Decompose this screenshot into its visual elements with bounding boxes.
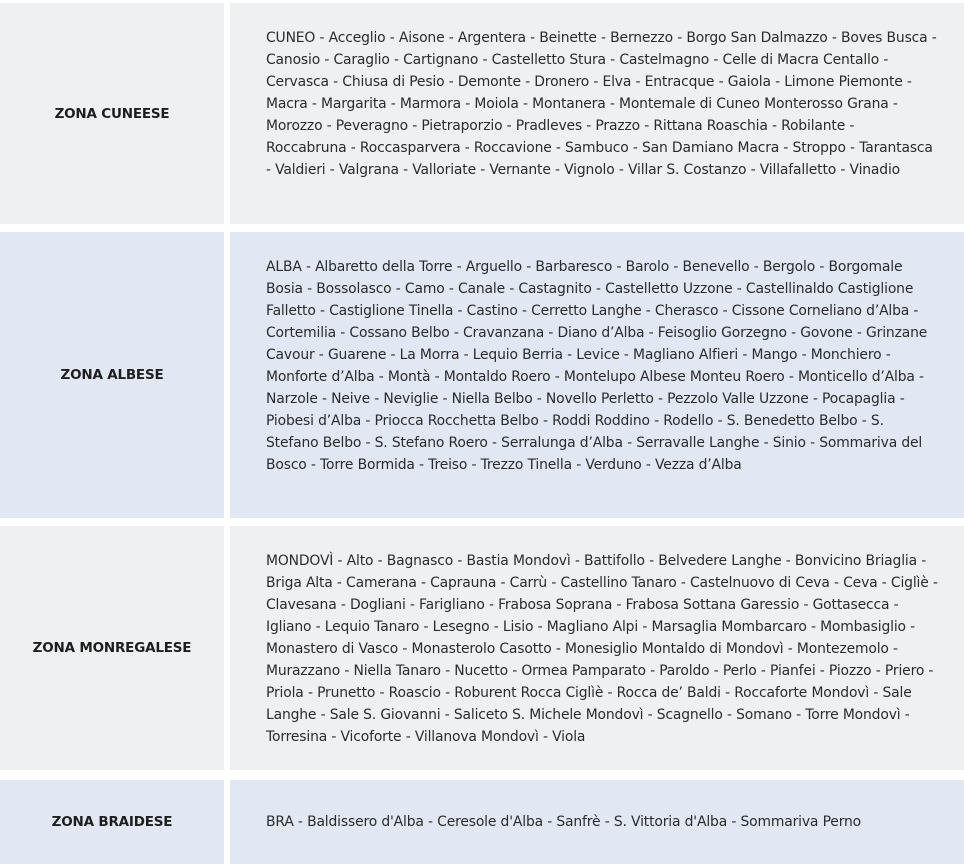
zone-towns: BRA - Baldissero d'Alba - Ceresole d'Alba - Sanfrè - S. Vittoria d'Alba - Sommariva Perno xyxy=(266,814,862,830)
zone-name: ZONA MONREGALESE xyxy=(32,640,192,656)
zone-name-cell xyxy=(0,232,224,518)
zone-name: ZONA CUNEESE xyxy=(54,105,170,122)
zone-name-cell xyxy=(0,780,224,864)
zone-name: ZONA BRAIDESE xyxy=(51,814,173,830)
zone-towns-cell xyxy=(230,526,964,770)
zone-name-cell xyxy=(0,526,224,770)
zone-towns-cell xyxy=(230,780,964,864)
zone-name: ZONA ALBESE xyxy=(60,367,164,383)
zone-row-monregalese xyxy=(0,526,964,770)
zone-row-braidese xyxy=(0,780,964,864)
zone-towns: ALBA - Albaretto della Torre - Arguello - Barbaresco - Barolo - Benevello - Bergolo - Borgomale Bosia - Bossolasco - Camo - Canale - Castagnito - Castelletto Uzzone - Castellinaldo Castiglione Falletto - Castiglione Tinella - Castino - Cerretto Langhe - Cherasco - Cissone Corneliano d’Alba - Cortemilia - Cossano Belbo - Cravanzana - Diano d’Alba - Feisoglio Gorzegno - Govone - Grinzane Cavour - Guarene - La Morra - Lequio Berria - Levice - Magliano Alfieri - Mango - Monchiero - Monforte d’Alba - Montà - Montaldo Roero - Montelupo Albese Monteu Roero - Monticello d’Alba - Narzole - Neive - Neviglie - Niella Belbo - Novello Perletto - Pezzolo Valle Uzzone - Pocapaglia - Piobesi d’Alba - Priocca Rocchetta Belbo - Roddi Roddino - Rodello - S. Benedetto Belbo - S. Stefano Belbo - S. Stefano Roero - Serralunga d’Alba - Serravalle Langhe - Sinio - Sommariva del Bosco - Torre Bormida - Treiso - Trezzo Tinella - Verduno - Vezza d’Alba xyxy=(266,259,928,473)
zone-towns-cell xyxy=(230,232,964,518)
zone-row-albese xyxy=(0,232,964,518)
zone-towns: MONDOVÌ - Alto - Bagnasco - Bastia Mondovì - Battifollo - Belvedere Langhe - Bonvicino Briaglia - Briga Alta - Camerana - Caprauna - Carrù - Castellino Tanaro - Castelnuovo di Ceva - Ceva - Ciglìè - Clavesana - Dogliani - Farigliano - Frabosa Soprana - Frabosa Sottana Garessio - Gottasecca - Igliano - Lequio Tanaro - Lesegno - Lisio - Magliano Alpi - Marsaglia Mombarcaro - Mombasiglio - Monastero di Vasco - Monasterolo Casotto - Monesiglio Montaldo di Mondovì - Montezemolo - Murazzano - Niella Tanaro - Nucetto - Ormea Pamparato - Paroldo - Perlo - Pianfei - Piozzo - Priero - Priola - Prunetto - Roascio - Roburent Rocca Ciglìè - Rocca de’ Baldi - Roccaforte Mondovì - Sale Langhe - Sale S. Giovanni - Saliceto S. Michele Mondovì - Scagnello - Somano - Torre Mondovì - Torresina - Vicoforte - Villanova Mondovì - Viola xyxy=(266,553,938,745)
zone-towns: CUNEO - Acceglio - Aisone - Argentera - Beinette - Bernezzo - Borgo San Dalmazzo - Boves Busca - Canosio - Caraglio - Cartignano - Castelletto Stura - Castelmagno - Celle di Macra Centallo - Cervasca - Chiusa di Pesio - Demonte - Dronero - Elva - Entracque - Gaiola - Limone Piemonte - Macra - Margarita - Marmora - Moiola - Montanera - Montemale di Cuneo Monterosso Grana - Morozzo - Peveragno - Pietraporzio - Pradleves - Prazzo - Rittana Roaschia - Robilante - Roccabruna - Roccasparvera - Roccavione - Sambuco - San Damiano Macra - Stroppo - Tarantasca - Valdieri - Valgrana - Valloriate - Vernante - Vignolo - Villar S. Costanzo - Villafalletto - Vinadio xyxy=(266,30,937,178)
zone-row-cuneese xyxy=(0,3,964,224)
zone-towns-cell xyxy=(230,3,964,224)
zone-name-cell xyxy=(0,3,224,224)
